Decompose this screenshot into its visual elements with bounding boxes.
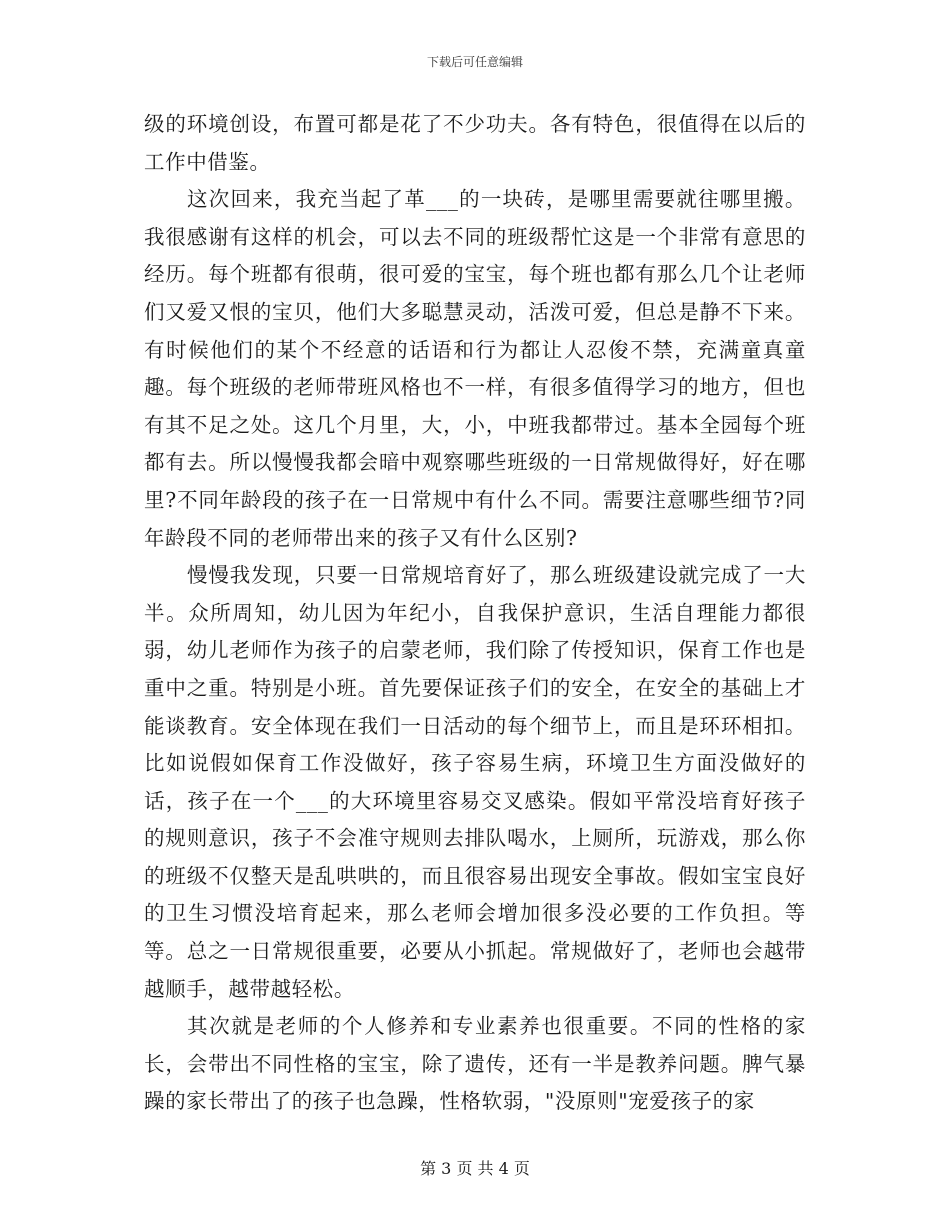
paragraph-teacher-quality: 其次就是老师的个人修养和专业素养也很重要。不同的性格的家长，会带出不同性格的宝宝，除了遗传，还有一半是教养问题。脾气暴躁的家长带出了的孩子也急躁，性格软弱，"没原则"宠爱孩子的家 [144, 1014, 806, 1114]
document-body [144, 106, 806, 1121]
paragraph-continuation: 级的环境创设，布置可都是花了不少功夫。各有特色，很值得在以后的工作中借鉴。 [144, 112, 806, 174]
paragraph-daily-routine: 慢慢我发现，只要一日常规培育好了，那么班级建设就完成了一大半。众所周知，幼儿因为年纪小，自我保护意识，生活自理能力都很弱，幼儿老师作为孩子的启蒙老师，我们除了传授知识，保育工作也是重中之重。特别是小班。首先要保证孩子们的安全，在安全的基础上才能谈教育。安全体现在我们一日活动的每个细节上，而且是环环相扣。比如说假如保育工作没做好，孩子容易生病，环境卫生方面没做好的话，孩子在一个___的大环境里容易交叉感染。假如平常没培育好孩子的规则意识，孩子不会准守规则去排队喝水，上厕所，玩游戏，那么你的班级不仅整天是乱哄哄的，而且很容易出现安全事故。假如宝宝良好的卫生习惯没培育起来，那么老师会增加很多没必要的工作负担。等等。总之一日常规很重要，必要从小抓起。常规做好了，老师也会越带越顺手，越带越轻松。 [144, 563, 806, 1001]
paragraph-experience: 这次回来，我充当起了革___的一块砖，是哪里需要就往哪里搬。我很感谢有这样的机会，可以去不同的班级帮忙这是一个非常有意思的经历。每个班都有很萌，很可爱的宝宝，每个班也都有那么几个让老师们又爱又恨的宝贝，他们大多聪慧灵动，活泼可爱，但总是静不下来。有时候他们的某个不经意的话语和行为都让人忍俊不禁，充满童真童趣。每个班级的老师带班风格也不一样，有很多值得学习的地方，但也有其不足之处。这几个月里，大，小，中班我都带过。基本全园每个班都有去。所以慢慢我都会暗中观察哪些班级的一日常规做得好，好在哪里?不同年龄段的孩子在一日常规中有什么不同。需要注意哪些细节?同年龄段不同的老师带出来的孩子又有什么区别? [144, 187, 806, 550]
page-header: 下载后可任意编辑 [426, 55, 523, 69]
page-number: 第 3 页 共 4 页 [420, 1159, 530, 1178]
